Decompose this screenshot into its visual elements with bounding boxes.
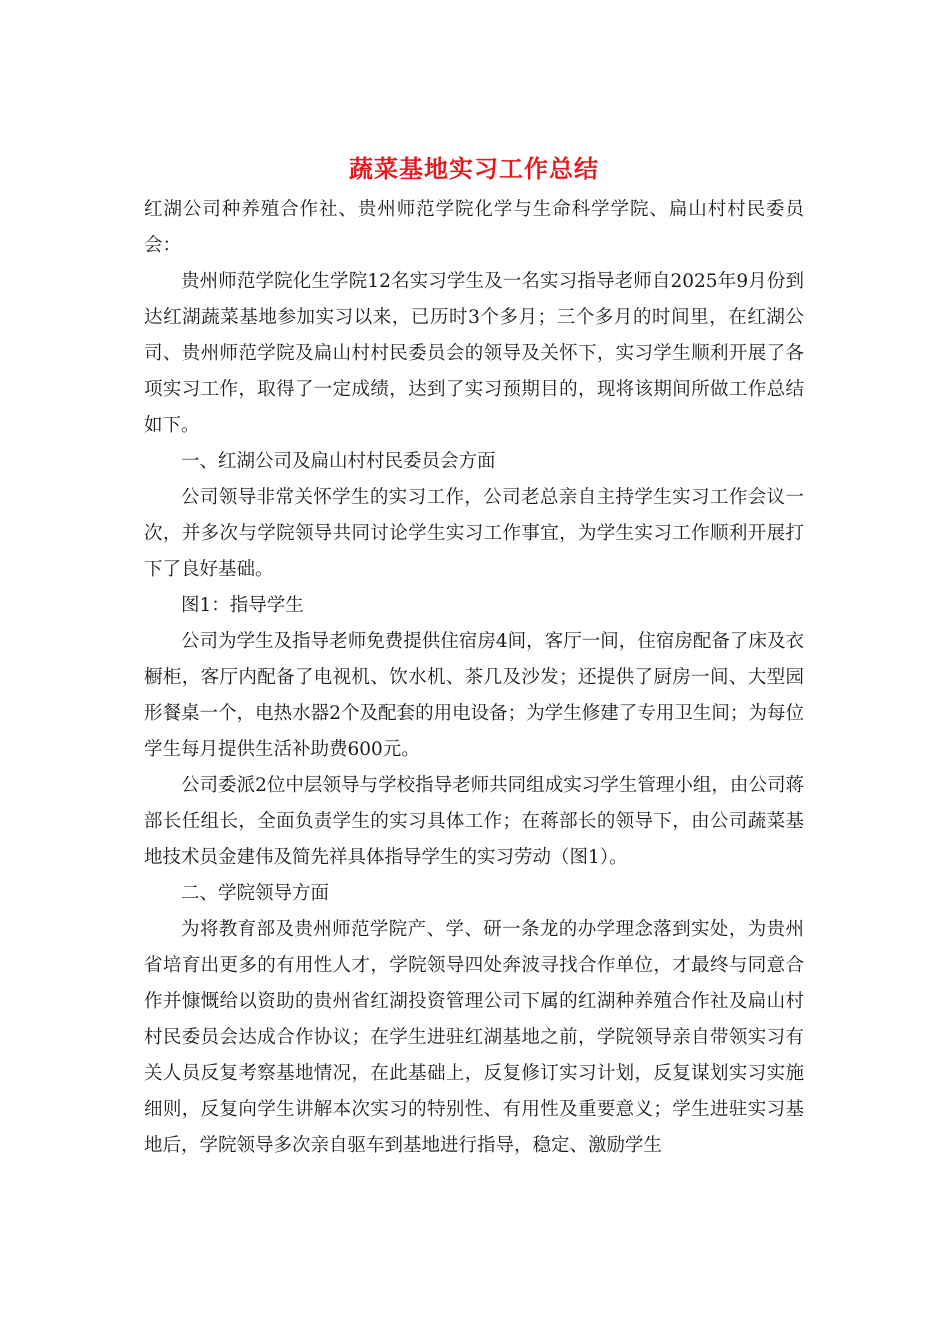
document-body (144, 148, 804, 1164)
figure-caption: 图1：指导学生 (181, 595, 304, 616)
section-heading-company: 一、红湖公司及扁山村村民委员会方面 (181, 451, 496, 472)
page-title: 蔬菜基地实习工作总结 (349, 154, 599, 183)
intro-paragraph: 贵州师范学院化生学院12名实习学生及一名实习指导老师自2025年9月份到达红湖蔬菜基地参加实习以来，已历时3个多月；三个多月的时间里，在红湖公司、贵州师范学院及扁山村村民委员会的领导及关怀下，实习学生顺利开展了各项实习工作，取得了一定成绩，达到了实习预期目的，现将该期间所做工作总结如下。 (144, 271, 804, 436)
body-paragraph: 公司领导非常关怀学生的实习工作，公司老总亲自主持学生实习工作会议一次，并多次与学院领导共同讨论学生实习工作事宜，为学生实习工作顺利开展打下了良好基础。 (144, 487, 804, 580)
body-paragraph: 公司为学生及指导老师免费提供住宿房4间，客厅一间，住宿房配备了床及衣橱柜，客厅内配备了电视机、饮水机、茶几及沙发；还提供了厨房一间、大型园形餐桌一个，电热水器2个及配套的用电设备；为学生修建了专用卫生间；为每位学生每月提供生活补助费600元。 (144, 631, 804, 760)
body-paragraph: 为将教育部及贵州师范学院产、学、研一条龙的办学理念落到实处，为贵州省培育出更多的有用性人才，学院领导四处奔波寻找合作单位，才最终与同意合作并慷慨给以资助的贵州省红湖投资管理公司下属的红湖种养殖合作社及扁山村村民委员会达成合作协议；在学生进驻红湖基地之前，学院领导亲自带领实习有关人员反复考察基地情况，在此基础上，反复修订实习计划，反复谋划实习实施细则，反复向学生讲解本次实习的特别性、有用性及重要意义；学生进驻实习基地后，学院领导多次亲自驱车到基地进行指导，稳定、激励学生 (144, 919, 804, 1156)
body-paragraph: 公司委派2位中层领导与学校指导老师共同组成实习学生管理小组，由公司蒋部长任组长，全面负责学生的实习具体工作；在蒋部长的领导下，由公司蔬菜基地技术员金建伟及简先祥具体指导学生的实习劳动（图1）。 (144, 775, 804, 868)
section-heading-college: 二、学院领导方面 (181, 883, 330, 904)
salutation-paragraph: 红湖公司种养殖合作社、贵州师范学院化学与生命科学学院、扁山村村民委员会： (144, 199, 804, 256)
